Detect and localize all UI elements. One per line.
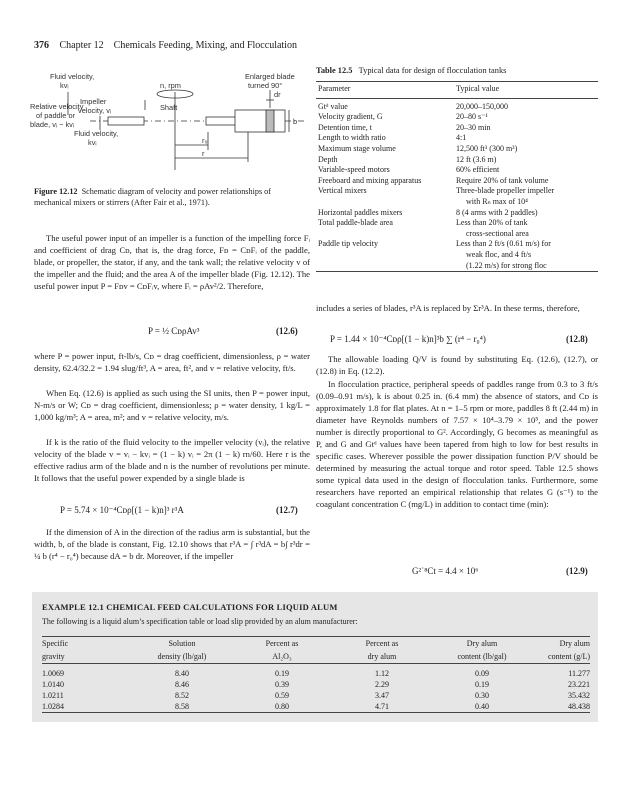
table-12-5-row — [316, 133, 598, 144]
table-12-5-header-row — [316, 82, 598, 98]
table-12-5-row — [316, 176, 598, 187]
fig-label-impeller: Impeller — [80, 97, 107, 106]
table-12-5-row — [316, 155, 598, 166]
table-12-5-value-cell: Require 20% of tank volume — [456, 175, 549, 185]
fig-label-n-rpm: n, rpm — [160, 81, 181, 90]
equation-12-7-number: (12.7) — [276, 505, 298, 515]
table-12-5-row — [316, 229, 598, 240]
table-12-5-value-cell: 20–30 min — [456, 122, 491, 132]
equation-12-8-number: (12.8) — [566, 334, 588, 344]
right-paragraph-3: In flocculation practice, peripheral speeds of paddles range from 0.3 to 3 ft/s (0.09–0.91 m/s), k is about 0.25 in. (6.4 mm) the absence of stators, and Cᴅ is approximately 1.8 for flat plates. At n = 1–5 rpm or more, paddles 8 ft (2.44 m) in diameter have Reynolds numbers of 7.57 × 10⁴–3.79 × 10⁵, and the power number is directly proportional to G². Accordingly, G becomes as meaningful as P, and G and Gtᵈ values have been tapered from high to low for best results in specific cases. Wherever possible the power dissipation function P/V should be determined by measuring the actual torque and rotor speed. Table 12.5 shows some typical data used in the design of flocculation tanks. Furthermore, some researchers have reported an empirical relationship that relates G (s⁻¹) to the coagulant concentration C (mg/L) in addition to contact time (min): — [316, 379, 598, 509]
fig-label-impeller-velocity: velocity, vᵢ — [78, 106, 112, 115]
table-12-5-value-cell: 4:1 — [456, 133, 467, 143]
example-header-cell: density (lb/gal) — [132, 650, 232, 664]
fig-label-fluid-velocity-2-sym: kvᵢ — [88, 138, 97, 147]
left-paragraph-3: When Eq. (12.6) is applied as such using the SI units, then P = power input, N-m/s or W; Cᴅ = drag coefficient, dimensionless; ρ = water density, 1 kg/L = 1,000 kg/m³; A = area, m²; and v = relative velocity, m/s. — [34, 388, 310, 422]
left-paragraph-2: where P = power input, ft-lb/s, Cᴅ = drag coefficient, dimensionless, ρ = water density, 62.4/32.2 = 1.94 slug/ft³, A = area, ft², and v = relative velocity, ft/s. — [34, 351, 310, 373]
equation-12-9: G²˙⁸Ct = 4.4 × 10⁶ — [412, 566, 479, 576]
chapter-title: Chemicals Feeding, Mixing, and Flocculation — [113, 40, 297, 51]
table-12-5-value-cell: 12 ft (3.6 m) — [456, 154, 497, 164]
table-12-5-param-cell: Gtᵈ value — [318, 101, 348, 111]
equation-12-6: P = ½ CᴅρAv³ — [148, 326, 200, 336]
example-header-cell: Solution — [132, 637, 232, 651]
right-paragraph-1: includes a series of blades, r³A is replaced by Σr³A. In these terms, therefore, — [316, 303, 580, 313]
left-paragraph-4: If k is the ratio of the fluid velocity to the impeller velocity (vᵢ), the relative velocity of the blade v = vᵢ − kvᵢ = (1 − k) vᵢ = 2π (1 − k) rn/60. Here r is the effective radius arm of the blade and n is the number of revolutions per minute. It follows that the useful power expended by a single blade is — [34, 437, 310, 483]
example-data-cell: 1.0211 — [42, 691, 64, 700]
equation-12-7: P = 5.74 × 10⁻⁴Cᴅρ[(1 − k)n]³ r³A — [60, 505, 184, 515]
example-data-cell: 1.0284 — [42, 701, 132, 713]
fig-label-shaft: Shaft — [160, 103, 178, 112]
right-paragraph-2: The allowable loading Q/V is found by substituting Eq. (12.6), (12.7), or (12.8) in Eq. (12.2). — [316, 354, 598, 376]
example-data-cell: 0.30 — [475, 691, 489, 700]
example-data-cell: 48.438 — [532, 701, 590, 713]
equation-12-6-number: (12.6) — [276, 326, 298, 336]
table-12-5-param-cell: Freeboard and mixing apparatus — [318, 175, 422, 185]
example-table-head — [42, 637, 590, 664]
page-number: 376 — [34, 40, 49, 51]
table-12-5-param-cell: Depth — [318, 154, 338, 164]
table-12-5-title-row — [316, 66, 598, 75]
example-data-cell: 1.12 — [375, 669, 389, 678]
example-box — [32, 592, 598, 722]
example-data-cell: 0.19 — [275, 669, 289, 678]
table-12-5-param-cell: Variable-speed motors — [318, 165, 390, 175]
figure-12-12-diagram — [30, 70, 310, 180]
example-table — [42, 636, 590, 713]
table-12-5-param-cell: Maximum stage volume — [318, 143, 396, 153]
example-data-cell: 8.40 — [175, 669, 189, 678]
table-12-5-param-cell: Paddle tip velocity — [318, 239, 378, 249]
fig-label-dr: dr — [274, 90, 281, 99]
table-12-5-value-cell: Less than 20% of tank — [456, 218, 528, 228]
example-data-cell: 0.80 — [232, 701, 332, 713]
table-12-5-row — [316, 239, 598, 250]
fig-label-blade: blade, vᵢ − kvᵢ — [30, 120, 75, 129]
table-12-5-row — [316, 250, 598, 261]
figure-caption-label: Figure 12.12 — [34, 187, 78, 196]
left-paragraph-1: The useful power input of an impeller is a function of the impelling force Fᵢ and coefficient of drag Cᴅ, that is, the drag force, Fᴅ = CᴅFᵢ of the paddle, blade, or propeller, the stator, if any, and the tank wall; the relative velocity v of the impeller and the fluid; and the area A of the impeller blade (Fig. 12.12). The useful power input P = Fᴅv = CᴅFᵢv, where Fᵢ = ρAv²/2. Therefore, — [34, 233, 310, 291]
fig-label-r: r — [202, 149, 205, 158]
fig-label-fluid-velocity-sym: kvᵢ — [60, 81, 69, 90]
equation-12-9-number: (12.9) — [566, 566, 588, 576]
example-data-cell: 0.09 — [475, 669, 489, 678]
example-data-cell: 2.29 — [375, 680, 389, 689]
example-header-cell: content (lb/gal) — [432, 650, 532, 664]
table-12-5-value-cell: Three-blade propeller impeller — [456, 186, 555, 196]
example-data-cell: 23.221 — [568, 680, 590, 689]
table-12-5-row — [316, 123, 598, 134]
fig-label-fluid-velocity-2: Fluid velocity, — [74, 129, 119, 138]
left-paragraph-5: If the dimension of A in the direction of the radius arm is substantial, but the width, b, of the blade is constant, Fig. 12.10 shows that r³A = ∫ r³dA = b∫ r³dr = ¼ b (r⁴ − r₀⁴) because dA = b dr. Moreover, if the impeller — [34, 527, 310, 561]
example-header-row — [42, 650, 590, 664]
example-data-cell: 8.58 — [132, 701, 232, 713]
page-header — [34, 40, 297, 51]
table-12-5 — [316, 66, 598, 272]
example-header-cell: gravity — [42, 650, 132, 664]
table-12-5-param-cell — [316, 229, 454, 240]
table-12-5-col-value: Typical value — [456, 84, 500, 93]
table-12-5-value-cell: 60% efficient — [456, 165, 500, 175]
table-12-5-col-param: Parameter — [318, 84, 351, 93]
example-data-cell: 0.59 — [275, 691, 289, 700]
example-table-body — [42, 664, 590, 713]
table-12-5-row — [316, 197, 598, 208]
table-12-5-row — [316, 144, 598, 155]
table-12-5-value-cell: 8 (4 arms with 2 paddles) — [456, 207, 538, 217]
fig-label-turned: turned 90° — [248, 81, 283, 90]
table-12-5-grid — [316, 82, 598, 272]
table-12-5-value-cell: weak floc, and 4 ft/s — [466, 249, 532, 259]
example-data-cell: 0.40 — [432, 701, 532, 713]
example-data-cell: 0.19 — [475, 680, 489, 689]
table-12-5-param-cell — [316, 250, 454, 261]
table-12-5-value-cell: 20–80 s⁻¹ — [456, 112, 488, 122]
table-12-5-param-cell — [316, 197, 454, 208]
example-header-cell: dry alum — [332, 650, 432, 664]
example-header-cell: Percent as — [232, 637, 332, 651]
table-12-5-value-cell: 12,500 ft³ (300 m³) — [456, 143, 518, 153]
example-data-row — [42, 701, 590, 713]
example-header-cell: Dry alum — [532, 637, 590, 651]
example-heading: EXAMPLE 12.1 CHEMICAL FEED CALCULATIONS FOR LIQUID ALUM — [42, 602, 338, 612]
table-12-5-value-cell: (1.22 m/s) for strong floc — [466, 260, 547, 270]
table-12-5-label: Table 12.5 — [316, 66, 353, 75]
table-12-5-row — [316, 261, 598, 272]
example-data-cell: 4.71 — [332, 701, 432, 713]
example-header-cell: Dry alum — [432, 637, 532, 651]
table-12-5-param-cell: Horizontal paddles mixers — [318, 207, 403, 217]
example-data-row — [42, 679, 590, 690]
table-12-5-row — [316, 112, 598, 123]
figure-caption — [34, 186, 310, 208]
table-12-5-param-cell: Length to width ratio — [318, 133, 386, 143]
example-data-cell: 0.39 — [275, 680, 289, 689]
table-12-5-row — [316, 165, 598, 176]
equation-12-8: P = 1.44 × 10⁻⁴Cᴅρ[(1 − k)n]³b ∑ (r⁴ − r₀⁴) — [330, 334, 486, 344]
table-12-5-value-cell: with Rₙ max of 10⁴ — [466, 196, 528, 206]
fig-label-enlarged-blade: Enlarged blade — [245, 72, 295, 81]
figure-caption-text: Schematic diagram of velocity and power relationships of mechanical mixers or stirrers (After Fair et al., 1971). — [34, 187, 272, 207]
example-data-cell: 3.47 — [375, 691, 389, 700]
fig-label-of-paddle: of paddle or — [36, 111, 76, 120]
example-header-cell: Percent as — [332, 637, 432, 651]
table-12-5-value-cell: 20,000–150,000 — [456, 101, 508, 111]
table-12-5-value-cell: cross-sectional area — [466, 228, 529, 238]
example-data-row — [42, 690, 590, 701]
table-12-5-value-cell: Less than 2 ft/s (0.61 m/s) for — [456, 239, 551, 249]
example-header-cell: Specific — [42, 637, 132, 651]
table-12-5-param-cell: Velocity gradient, G — [318, 112, 383, 122]
example-intro: The following is a liquid alum’s specification table or load slip provided by an alum manufacturer: — [42, 617, 358, 626]
table-12-5-body — [316, 98, 598, 272]
table-12-5-title: Typical data for design of flocculation tanks — [358, 66, 507, 75]
example-data-cell: 1.0140 — [42, 680, 64, 689]
example-data-cell: 1.0069 — [42, 669, 64, 678]
example-data-cell: 35.432 — [568, 691, 590, 700]
example-data-cell: 8.46 — [175, 680, 189, 689]
table-12-5-param-cell — [316, 261, 454, 272]
example-header-cell: content (g/L) — [532, 650, 590, 664]
table-12-5-row — [316, 208, 598, 219]
fig-label-relative-velocity: Relative velocity — [30, 102, 84, 111]
example-data-row — [42, 664, 590, 680]
example-header-cell: Al₂O₃ — [232, 650, 332, 664]
chapter-label: Chapter 12 — [59, 40, 104, 51]
table-12-5-param-cell: Vertical mixers — [318, 186, 367, 196]
table-12-5-row — [316, 186, 598, 197]
table-12-5-row — [316, 98, 598, 112]
table-12-5-param-cell: Total paddle-blade area — [318, 218, 393, 228]
table-12-5-row — [316, 218, 598, 229]
table-12-5-param-cell: Detention time, t — [318, 122, 372, 132]
fig-label-b: b — [293, 117, 298, 126]
example-data-cell: 11.277 — [568, 669, 590, 678]
example-data-cell: 8.52 — [175, 691, 189, 700]
example-header-row — [42, 637, 590, 651]
fig-label-fluid-velocity: Fluid velocity, — [50, 72, 95, 81]
fig-label-r0: r₀ — [202, 136, 208, 145]
